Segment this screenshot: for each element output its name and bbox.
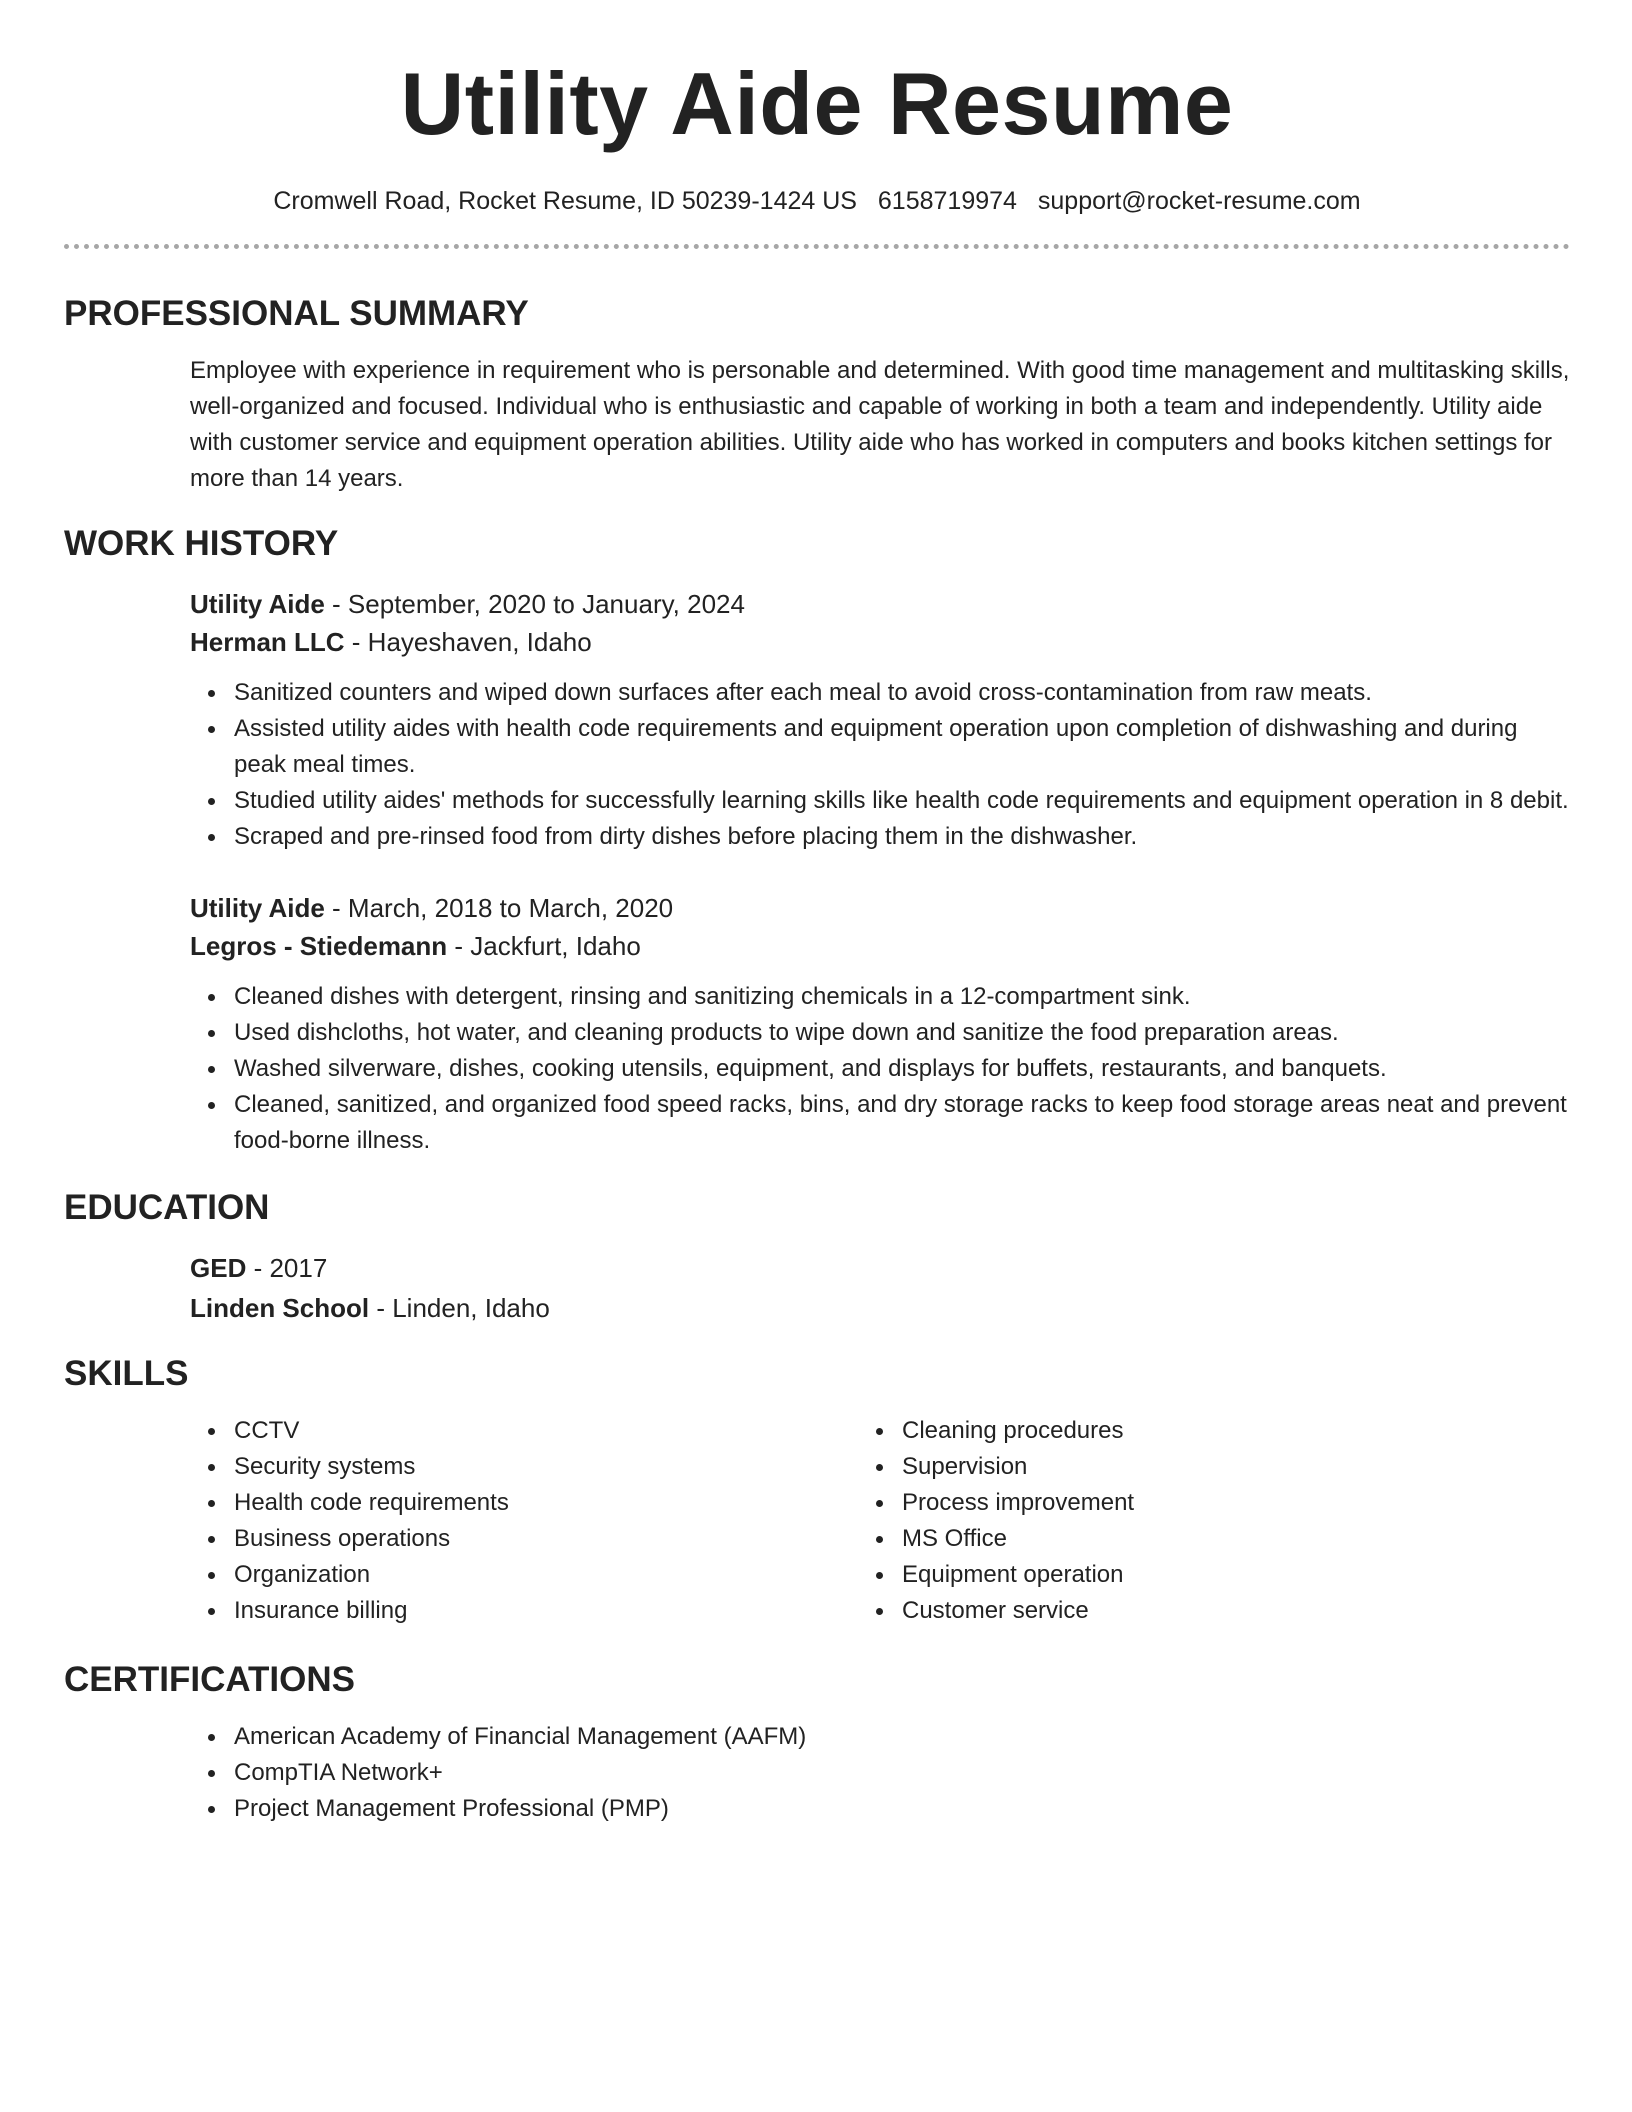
contact-phone: 6158719974 bbox=[877, 187, 1017, 215]
job-company-line bbox=[190, 927, 1570, 965]
job-bullets bbox=[234, 979, 1570, 1159]
skill-item: MS Office bbox=[902, 1521, 1570, 1557]
education-school-line bbox=[190, 1289, 1570, 1327]
job-location: - Jackfurt, Idaho bbox=[447, 931, 641, 961]
job-role-line bbox=[190, 585, 1570, 623]
education-year: - 2017 bbox=[246, 1253, 328, 1283]
section-title-summary: PROFESSIONAL SUMMARY bbox=[64, 294, 529, 333]
skill-item: Organization bbox=[234, 1557, 902, 1593]
contact-line bbox=[64, 186, 1570, 216]
skill-item: Process improvement bbox=[902, 1485, 1570, 1521]
job-company-line bbox=[190, 623, 1570, 661]
job-role: Utility Aide bbox=[190, 893, 325, 923]
job-entry bbox=[64, 889, 1570, 1159]
certification-item: American Academy of Financial Management (AAFM) bbox=[234, 1719, 1570, 1755]
skill-item: Insurance billing bbox=[234, 1593, 902, 1629]
job-dates: - March, 2018 to March, 2020 bbox=[324, 893, 674, 923]
skill-item: Business operations bbox=[234, 1521, 902, 1557]
contact-email: support@rocket-resume.com bbox=[1037, 187, 1361, 215]
job-dates: - September, 2020 to January, 2024 bbox=[324, 589, 745, 619]
job-location: - Hayeshaven, Idaho bbox=[344, 627, 592, 657]
skills-column-left bbox=[234, 1413, 902, 1629]
resume-page bbox=[64, 0, 1570, 1827]
skill-item: Cleaning procedures bbox=[902, 1413, 1570, 1449]
skill-item: Supervision bbox=[902, 1449, 1570, 1485]
job-entry bbox=[64, 585, 1570, 855]
education-school: Linden School bbox=[190, 1293, 370, 1323]
education-location: - Linden, Idaho bbox=[369, 1293, 550, 1323]
job-company: Legros - Stiedemann bbox=[190, 931, 448, 961]
certifications-list bbox=[234, 1719, 1570, 1827]
education-degree: GED bbox=[190, 1253, 247, 1283]
skill-item: Security systems bbox=[234, 1449, 902, 1485]
skills-grid bbox=[234, 1413, 1570, 1629]
list-item: Cleaned, sanitized, and organized food speed racks, bins, and dry storage racks to keep food storage areas neat and prevent food-borne illness. bbox=[234, 1087, 1570, 1159]
skill-item: Customer service bbox=[902, 1593, 1570, 1629]
education-entry bbox=[64, 1249, 1570, 1327]
list-item: Studied utility aides' methods for successfully learning skills like health code requirements and equipment operation in 8 debit. bbox=[234, 783, 1570, 819]
skills-column-right bbox=[902, 1413, 1570, 1629]
section-title-certifications: CERTIFICATIONS bbox=[64, 1660, 356, 1699]
education-degree-line bbox=[190, 1249, 1570, 1287]
skill-item: CCTV bbox=[234, 1413, 902, 1449]
job-company: Herman LLC bbox=[190, 627, 345, 657]
section-title-skills: SKILLS bbox=[64, 1354, 189, 1393]
section-title-education: EDUCATION bbox=[64, 1188, 270, 1227]
header-divider bbox=[64, 244, 1570, 249]
job-role: Utility Aide bbox=[190, 589, 325, 619]
job-bullets bbox=[234, 675, 1570, 855]
certification-item: Project Management Professional (PMP) bbox=[234, 1791, 1570, 1827]
list-item: Assisted utility aides with health code requirements and equipment operation upon completion of dishwashing and during peak meal times. bbox=[234, 711, 1570, 783]
certification-item: CompTIA Network+ bbox=[234, 1755, 1570, 1791]
resume-title: Utility Aide Resume bbox=[400, 54, 1234, 153]
job-role-line bbox=[190, 889, 1570, 927]
list-item: Washed silverware, dishes, cooking utensils, equipment, and displays for buffets, restaurants, and banquets. bbox=[234, 1051, 1570, 1087]
contact-address: Cromwell Road, Rocket Resume, ID 50239-1424 US bbox=[273, 187, 857, 215]
list-item: Used dishcloths, hot water, and cleaning products to wipe down and sanitize the food preparation areas. bbox=[234, 1015, 1570, 1051]
list-item: Cleaned dishes with detergent, rinsing and sanitizing chemicals in a 12-compartment sink. bbox=[234, 979, 1570, 1015]
summary-text: Employee with experience in requirement who is personable and determined. With good time management and multitasking skills, well-organized and focused. Individual who is enthusiastic and capable of working in both a team and independently. Utility aide with customer service and equipment operation abilities. Utility aide who has worked in computers and books kitchen settings for more than 14 years. bbox=[190, 357, 1570, 492]
section-title-work: WORK HISTORY bbox=[64, 524, 339, 563]
list-item: Sanitized counters and wiped down surfaces after each meal to avoid cross-contamination from raw meats. bbox=[234, 675, 1570, 711]
skill-item: Health code requirements bbox=[234, 1485, 902, 1521]
list-item: Scraped and pre-rinsed food from dirty dishes before placing them in the dishwasher. bbox=[234, 819, 1570, 855]
skill-item: Equipment operation bbox=[902, 1557, 1570, 1593]
